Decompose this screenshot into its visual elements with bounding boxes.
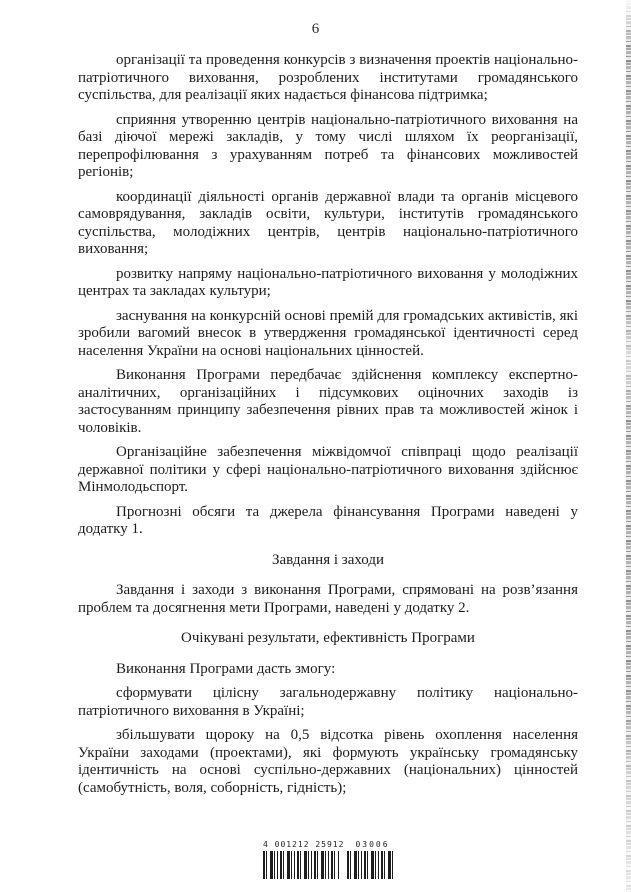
paragraph-prizes: заснування на конкурсній основі премій для громадських активістів, які зробили вагомий внесок в утвердження громадянської ідентичності серед населення України на основі національних цінностей.: [78, 307, 578, 359]
barcode-number-left: 4 001212 25912: [263, 840, 345, 849]
paragraph-tasks-annex: Завдання і заходи з виконання Програми, спрямовані на розв’язання проблем та досягнення мети Програми, наведені у додатку 2.: [78, 582, 578, 616]
barcode-bars-left-group: [263, 851, 339, 879]
paragraph-centers-creation: сприяння утворенню центрів національно-патріотичного виховання на базі діючої мережі закладів, у тому числі шляхом їх реорганізації, перепрофілювання з урахуванням потреб та фінансових можливостей регіонів;: [78, 111, 578, 180]
page-number: 6: [311, 21, 320, 37]
barcode-number-right: 03006: [355, 840, 390, 849]
barcode-bars-right-group: [347, 851, 395, 879]
barcode-bars: [263, 851, 403, 879]
paragraph-program-enables: Виконання Програми дасть змогу:: [116, 660, 336, 677]
barcode: [263, 840, 403, 879]
section-heading-tasks: Завдання і заходи: [271, 551, 385, 568]
paragraph-youth-centers: розвитку напряму національно-патріотичного виховання у молодіжних центрах та закладах культури;: [78, 265, 578, 299]
paragraph-org-support: Організаційне забезпечення міжвідомчої співпраці щодо реалізації державної політики у сфері національно-патріотичного виховання здійснює Мінмолодьспорт.: [78, 444, 578, 495]
document-body: [78, 52, 578, 797]
section-heading-expected-results: Очікувані результати, ефективність Програми: [181, 630, 475, 646]
paragraph-program-implementation: Виконання Програми передбачає здійснення комплексу експертно-аналітичних, організаційних і підсумкових оціночних заходів із застосуванням принципу забезпечення рівних прав та можливостей жінок і чоловіків.: [78, 367, 578, 436]
paragraph-coverage-increase: збільшувати щороку на 0,5 відсотка рівень охоплення населення України заходами (проектами), які формують українську громадянську ідентичність на основі суспільно-державних (національних) цінностей (самобутність, воля, соборність, гідність);: [78, 727, 578, 796]
barcode-caption: [263, 840, 403, 849]
paragraph-projects-contests: організації та проведення конкурсів з визначення проектів національно-патріотичного виховання, розроблених інститутами громадянського суспільства, для реалізації яких надається фінансова підтримка;: [78, 52, 578, 103]
paragraph-unified-policy: сформувати цілісну загальнодержавну політику національно-патріотичного виховання в Україні;: [78, 685, 578, 719]
paragraph-funding-forecast: Прогнозні обсяги та джерела фінансування Програми наведені у додатку 1.: [78, 503, 578, 537]
scan-edge-artifact: [626, 0, 631, 892]
paragraph-coordination: координації діяльності органів державної влади та органів місцевого самоврядування, закладів освіти, культури, інститутів громадянського суспільства, молодіжних центрів, центрів національно-патріотичного виховання;: [78, 188, 578, 257]
